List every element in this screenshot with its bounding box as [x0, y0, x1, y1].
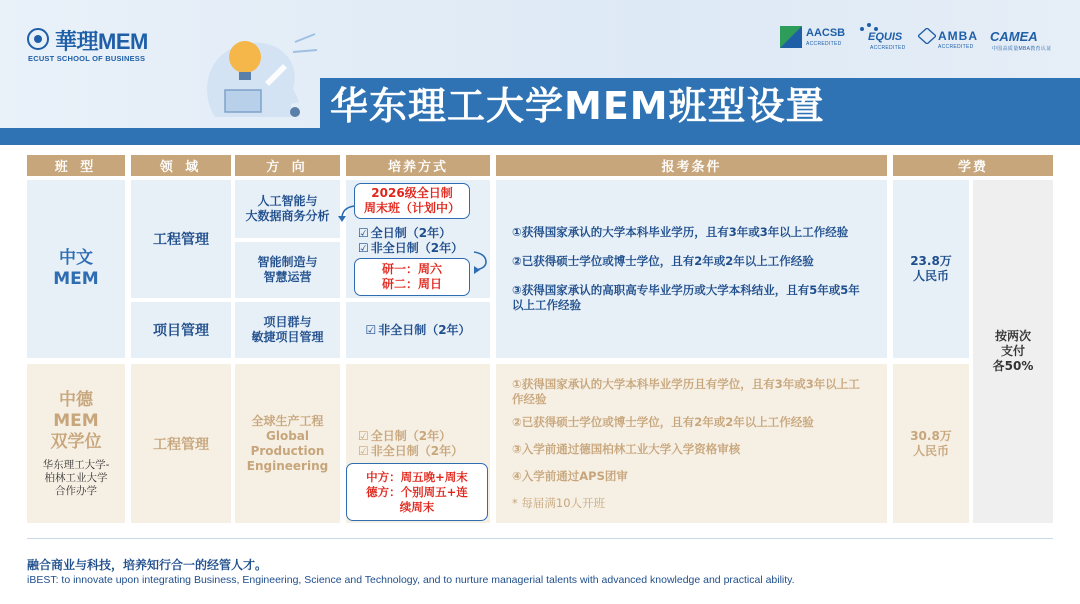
requirement-note: * 每届满10人开班 [512, 495, 606, 510]
mode-fulltime [358, 226, 451, 241]
requirement-item: ①获得国家承认的大学本科毕业学历，且有3年或3年以上工作经验 [512, 225, 849, 239]
sub-line: 柏林工业大学 [44, 471, 108, 484]
direction-line: 智慧运营 [263, 270, 312, 284]
mode-label: 非全日制（2年） [370, 241, 464, 255]
type-line: MEM [53, 410, 99, 431]
box-line: 续周末 [399, 499, 435, 514]
sub-line: 合作办学 [55, 484, 97, 497]
payment-line: 按两次 [994, 329, 1031, 343]
box-line: 中方：周五晚+周末 [366, 469, 468, 484]
payment-line: 支付 [1000, 344, 1025, 358]
checkbox-icon: ☑ [358, 444, 369, 458]
equis-tag: ACCREDITED [870, 45, 906, 51]
fee-chinese [893, 180, 969, 358]
domain-project [131, 302, 231, 358]
camea-name: CAMEA [990, 29, 1038, 44]
idea-head-illustration-icon [195, 22, 325, 132]
direction-line: 大数据商务分析 [245, 209, 330, 223]
domain-engineering [131, 180, 231, 298]
aacsb-badge [780, 22, 850, 52]
direction-line: 智能制造与 [257, 255, 318, 269]
mode-parttime-project [365, 323, 470, 338]
payment-terms [973, 180, 1053, 523]
logo-brand: 華理MEM [55, 29, 148, 54]
footer-divider [27, 538, 1053, 539]
equis-badge [858, 22, 913, 52]
requirements-sino-german [496, 364, 887, 523]
title-band-bottom [0, 128, 1080, 145]
seal-icon [27, 28, 49, 50]
checkbox-icon: ☑ [358, 429, 369, 443]
type-line: 中德 [59, 389, 93, 410]
box-line: 2026级全日制 [371, 186, 453, 200]
box-line: 周末班（计划中） [363, 201, 460, 215]
direction-line: Engineering [246, 458, 329, 473]
footer-slogan: 融合商业与科技，培养知行合一的经管人才。 [27, 558, 268, 572]
direction-line: Production [250, 443, 325, 458]
header-domain: 领 域 [131, 155, 231, 176]
mode-parttime [358, 241, 463, 256]
domain-label: 工程管理 [153, 232, 209, 248]
box-line: 研二：周日 [381, 277, 442, 291]
type-line: 中文 [59, 248, 93, 268]
schedule-box [354, 258, 470, 296]
amba-icon [918, 28, 936, 44]
requirement-item: ②已获得硕士学位或博士学位，且有2年或2年以上工作经验 [512, 254, 814, 268]
arrow-left-icon [338, 204, 356, 224]
mode-label: 全日制（2年） [370, 226, 452, 240]
aacsb-name: AACSB [806, 27, 846, 39]
type-chinese-mem [27, 180, 125, 358]
requirement-item: ③入学前通过德国柏林工业大学入学资格审核 [512, 441, 741, 456]
aacsb-icon [780, 26, 802, 48]
page-title: 华东理工大学MEM班型设置 [330, 84, 825, 128]
payment-line: 各50% [992, 359, 1034, 373]
fee-sino-german [893, 364, 969, 523]
header-direction: 方 向 [235, 155, 340, 176]
requirement-item: ①获得国家承认的大学本科毕业学历且有学位，且有3年或3年以上工作经验 [512, 376, 860, 406]
domain-label: 项目管理 [153, 323, 209, 339]
requirements-chinese [496, 180, 887, 358]
mode-project-cell [346, 302, 490, 358]
direction-smart-manufacturing [235, 242, 340, 298]
domain-engineering-de [131, 364, 231, 523]
amba-tag: ACCREDITED [938, 44, 974, 50]
direction-program-agile [235, 302, 340, 358]
logo-subtitle: ECUST SCHOOL OF BUSINESS [28, 54, 146, 63]
mode-label: 非全日制（2年） [370, 444, 464, 458]
header-type: 班 型 [27, 155, 125, 176]
fee-amount: 23.8万 [910, 254, 952, 268]
requirement-item: ③获得国家承认的高职高专毕业学历或大学本科结业，且有5年或5年以上工作经验 [512, 283, 860, 312]
header-fee: 学费 [893, 155, 1053, 176]
box-line: 研一：周六 [381, 262, 442, 276]
requirement-item: ④入学前通过APS团审 [512, 468, 628, 483]
school-logo [27, 27, 147, 67]
aacsb-tag: ACCREDITED [806, 41, 842, 47]
header-requirement: 报考条件 [496, 155, 887, 176]
fee-currency: 人民币 [912, 269, 949, 283]
header-banner [0, 0, 1080, 145]
camea-tag: 中国高质量MBA教育认证 [992, 46, 1052, 52]
requirement-item: ②已获得硕士学位或博士学位，且有2年或2年以上工作经验 [512, 414, 814, 429]
box-line: 德方：个别周五+连 [366, 484, 468, 499]
checkbox-icon: ☑ [358, 226, 369, 240]
footer-slogan-en: iBEST: to innovate upon integrating Business, Engineering, Science and Technology, and to nurture managerial talents with advanced knowledge and practical ability. [27, 574, 795, 586]
equis-name: EQUIS [868, 31, 903, 43]
direction-line: 敏捷项目管理 [251, 330, 324, 344]
direction-ai-bigdata [235, 180, 340, 238]
camea-badge [990, 22, 1056, 52]
amba-badge [918, 22, 980, 52]
fee-currency: 人民币 [912, 443, 949, 458]
type-sino-german-mem [27, 364, 125, 523]
weekend-class-box [354, 183, 470, 219]
direction-line: 人工智能与 [257, 194, 318, 208]
direction-line: 项目群与 [263, 315, 312, 329]
amba-name: AMBA [938, 29, 978, 43]
direction-line: 全球生产工程 [251, 413, 324, 428]
mode-label: 非全日制（2年） [378, 322, 471, 337]
type-line: MEM [53, 269, 99, 289]
domain-label: 工程管理 [153, 436, 209, 453]
direction-line: Global [265, 428, 309, 443]
checkbox-icon: ☑ [365, 322, 377, 337]
arrow-right-icon [472, 250, 490, 274]
header-mode: 培养方式 [346, 155, 490, 176]
fee-amount: 30.8万 [910, 428, 952, 443]
sub-line: 华东理工大学- [42, 458, 110, 471]
direction-global-production [235, 364, 340, 523]
type-line: 双学位 [50, 431, 102, 452]
mode-fulltime-de [358, 429, 451, 444]
mode-label: 全日制（2年） [370, 429, 452, 443]
schedule-box-de [346, 463, 488, 521]
mode-parttime-de [358, 444, 463, 459]
checkbox-icon: ☑ [358, 241, 369, 255]
